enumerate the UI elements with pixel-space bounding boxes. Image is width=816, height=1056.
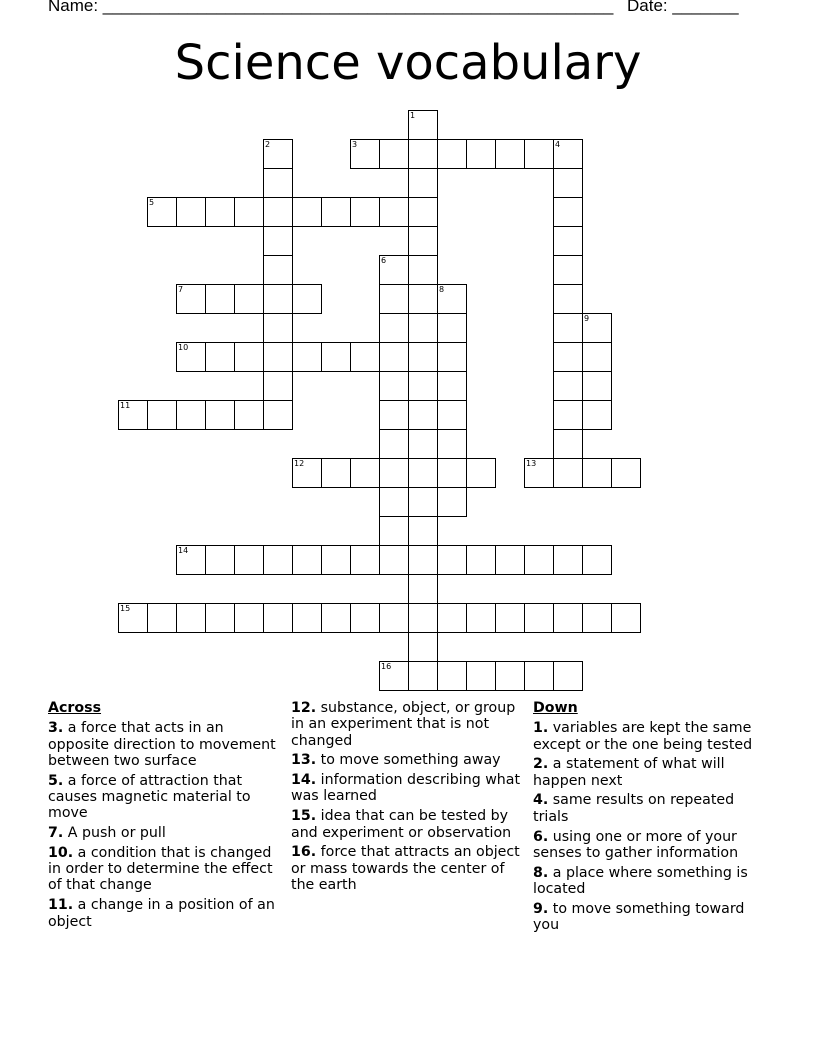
- grid-cell[interactable]: [147, 197, 177, 227]
- grid-cell[interactable]: [524, 458, 554, 488]
- grid-cell[interactable]: [379, 255, 409, 285]
- clue-item-text: substance, object, or group in an experiment that is not changed: [291, 700, 516, 749]
- grid-cell[interactable]: [611, 603, 641, 633]
- grid-cell[interactable]: [350, 603, 380, 633]
- across-clues-column-1: [48, 700, 280, 933]
- clue-item: [533, 720, 765, 753]
- grid-cell[interactable]: [437, 545, 467, 575]
- grid-cell[interactable]: [379, 516, 409, 546]
- grid-cell[interactable]: [408, 429, 438, 459]
- clue-item: [48, 845, 280, 894]
- grid-cell[interactable]: [524, 661, 554, 691]
- across-heading: Across: [48, 700, 102, 716]
- clue-item-text: a statement of what will happen next: [533, 756, 725, 789]
- grid-cell[interactable]: [408, 516, 438, 546]
- grid-cell[interactable]: [205, 197, 235, 227]
- clue-item: [533, 756, 765, 789]
- grid-cell[interactable]: [524, 545, 554, 575]
- clue-number: 14: [178, 546, 189, 555]
- clue-item: [48, 825, 280, 841]
- clue-number: 2: [265, 140, 271, 149]
- clue-item: [48, 897, 280, 930]
- grid-cell[interactable]: [466, 139, 496, 169]
- grid-cell[interactable]: [437, 603, 467, 633]
- grid-cell[interactable]: [582, 313, 612, 343]
- grid-cell[interactable]: [176, 342, 206, 372]
- grid-cell[interactable]: [408, 574, 438, 604]
- grid-cell[interactable]: [408, 545, 438, 575]
- grid-cell[interactable]: [379, 458, 409, 488]
- grid-cell[interactable]: [292, 197, 322, 227]
- clue-item: [533, 901, 765, 934]
- clue-item-number: 8.: [533, 864, 549, 881]
- grid-cell[interactable]: [350, 545, 380, 575]
- grid-cell[interactable]: [553, 661, 583, 691]
- grid-cell[interactable]: [350, 197, 380, 227]
- clue-item: [48, 773, 280, 822]
- clue-item-number: 11.: [48, 897, 74, 914]
- grid-cell[interactable]: [408, 110, 438, 140]
- grid-cell[interactable]: [205, 603, 235, 633]
- grid-cell[interactable]: [553, 284, 583, 314]
- grid-cell[interactable]: [292, 458, 322, 488]
- grid-cell[interactable]: [408, 371, 438, 401]
- page-title: Science vocabulary: [174, 35, 642, 91]
- date-field-line: Date: _______: [627, 0, 739, 15]
- grid-cell[interactable]: [553, 342, 583, 372]
- grid-cell[interactable]: [524, 603, 554, 633]
- grid-cell[interactable]: [437, 458, 467, 488]
- grid-cell[interactable]: [582, 400, 612, 430]
- clue-number: 3: [352, 140, 358, 149]
- clue-item-number: 1.: [533, 720, 549, 737]
- grid-cell[interactable]: [553, 458, 583, 488]
- grid-cell[interactable]: [495, 545, 525, 575]
- grid-cell[interactable]: [292, 284, 322, 314]
- clue-item-number: 4.: [533, 792, 549, 809]
- clue-number: 12: [294, 459, 305, 468]
- grid-cell[interactable]: [379, 313, 409, 343]
- grid-cell[interactable]: [176, 197, 206, 227]
- grid-cell[interactable]: [379, 371, 409, 401]
- clue-number: 8: [439, 285, 445, 294]
- grid-cell[interactable]: [234, 400, 264, 430]
- grid-cell[interactable]: [263, 168, 293, 198]
- grid-cell[interactable]: [408, 197, 438, 227]
- grid-cell[interactable]: [553, 226, 583, 256]
- clue-item-text: a place where something is located: [533, 864, 748, 897]
- grid-cell[interactable]: [582, 342, 612, 372]
- grid-cell[interactable]: [263, 313, 293, 343]
- clue-item-text: force that attracts an object or mass towards the center of the earth: [291, 844, 520, 893]
- grid-cell[interactable]: [466, 458, 496, 488]
- grid-cell[interactable]: [379, 400, 409, 430]
- grid-cell[interactable]: [263, 226, 293, 256]
- clue-item-text: a change in a position of an object: [48, 897, 275, 930]
- grid-cell[interactable]: [176, 284, 206, 314]
- grid-cell[interactable]: [147, 603, 177, 633]
- clue-item-number: 14.: [291, 772, 317, 789]
- clue-number: 11: [120, 401, 131, 410]
- grid-cell[interactable]: [379, 197, 409, 227]
- grid-cell[interactable]: [263, 284, 293, 314]
- grid-cell[interactable]: [292, 342, 322, 372]
- clue-number: 5: [149, 198, 155, 207]
- grid-cell[interactable]: [263, 545, 293, 575]
- across-clues-column-2: [291, 700, 523, 897]
- grid-cell[interactable]: [495, 603, 525, 633]
- grid-cell[interactable]: [553, 603, 583, 633]
- grid-cell[interactable]: [408, 313, 438, 343]
- clue-item: [48, 720, 280, 769]
- grid-cell[interactable]: [118, 603, 148, 633]
- grid-cell[interactable]: [263, 255, 293, 285]
- grid-cell[interactable]: [379, 661, 409, 691]
- grid-cell[interactable]: [350, 139, 380, 169]
- clue-item-text: to move something away: [320, 752, 501, 769]
- grid-cell[interactable]: [118, 400, 148, 430]
- grid-cell[interactable]: [350, 342, 380, 372]
- grid-cell[interactable]: [437, 284, 467, 314]
- grid-cell[interactable]: [408, 661, 438, 691]
- grid-cell[interactable]: [379, 139, 409, 169]
- grid-cell[interactable]: [408, 226, 438, 256]
- grid-cell[interactable]: [263, 197, 293, 227]
- grid-cell[interactable]: [292, 603, 322, 633]
- grid-cell[interactable]: [582, 458, 612, 488]
- grid-cell[interactable]: [437, 487, 467, 517]
- clue-item-number: 13.: [291, 752, 317, 769]
- clue-item-text: a condition that is changed in order to determine the effect of that change: [48, 844, 273, 894]
- grid-cell[interactable]: [147, 400, 177, 430]
- grid-cell[interactable]: [437, 429, 467, 459]
- grid-cell[interactable]: [437, 313, 467, 343]
- grid-cell[interactable]: [408, 603, 438, 633]
- clue-item-text: idea that can be tested by and experiment or observation: [291, 808, 512, 841]
- grid-cell[interactable]: [176, 545, 206, 575]
- grid-cell[interactable]: [176, 603, 206, 633]
- grid-cell[interactable]: [263, 139, 293, 169]
- grid-cell[interactable]: [263, 371, 293, 401]
- grid-cell[interactable]: [437, 371, 467, 401]
- grid-cell[interactable]: [553, 168, 583, 198]
- grid-cell[interactable]: [611, 458, 641, 488]
- grid-cell[interactable]: [408, 168, 438, 198]
- grid-cell[interactable]: [408, 487, 438, 517]
- clue-item: [291, 752, 523, 768]
- grid-cell[interactable]: [321, 603, 351, 633]
- clue-item-number: 3.: [48, 720, 64, 737]
- grid-cell[interactable]: [205, 342, 235, 372]
- clue-number: 4: [555, 140, 561, 149]
- grid-cell[interactable]: [466, 545, 496, 575]
- grid-cell[interactable]: [553, 545, 583, 575]
- grid-cell[interactable]: [234, 284, 264, 314]
- grid-cell[interactable]: [553, 429, 583, 459]
- grid-cell[interactable]: [379, 487, 409, 517]
- grid-cell[interactable]: [408, 284, 438, 314]
- grid-cell[interactable]: [408, 400, 438, 430]
- grid-cell[interactable]: [321, 458, 351, 488]
- grid-cell[interactable]: [263, 603, 293, 633]
- grid-cell[interactable]: [553, 313, 583, 343]
- grid-cell[interactable]: [263, 342, 293, 372]
- clue-item: [533, 865, 765, 898]
- grid-cell[interactable]: [379, 603, 409, 633]
- grid-cell[interactable]: [553, 197, 583, 227]
- clue-item-text: a force of attraction that causes magnetic material to move: [48, 772, 251, 822]
- grid-cell[interactable]: [524, 139, 554, 169]
- grid-cell[interactable]: [466, 603, 496, 633]
- down-heading: Down: [533, 700, 578, 716]
- grid-cell[interactable]: [495, 139, 525, 169]
- clue-item: [291, 844, 523, 893]
- grid-cell[interactable]: [350, 458, 380, 488]
- clue-number: 9: [584, 314, 590, 323]
- clue-item-number: 7.: [48, 825, 64, 842]
- clue-item-number: 12.: [291, 700, 317, 716]
- grid-cell[interactable]: [437, 400, 467, 430]
- grid-cell[interactable]: [582, 603, 612, 633]
- clue-number: 16: [381, 662, 392, 671]
- clue-number: 10: [178, 343, 189, 352]
- clue-number: 15: [120, 604, 131, 613]
- grid-cell[interactable]: [379, 284, 409, 314]
- clue-item: [291, 772, 523, 805]
- grid-cell[interactable]: [495, 661, 525, 691]
- grid-cell[interactable]: [408, 139, 438, 169]
- clue-item-number: 10.: [48, 844, 74, 861]
- grid-cell[interactable]: [321, 342, 351, 372]
- grid-cell[interactable]: [553, 139, 583, 169]
- clue-item-number: 9.: [533, 900, 549, 917]
- clue-item: [291, 700, 523, 749]
- grid-cell[interactable]: [234, 197, 264, 227]
- grid-cell[interactable]: [466, 661, 496, 691]
- grid-cell[interactable]: [408, 342, 438, 372]
- grid-cell[interactable]: [234, 545, 264, 575]
- grid-cell[interactable]: [379, 429, 409, 459]
- grid-cell[interactable]: [234, 603, 264, 633]
- grid-cell[interactable]: [553, 371, 583, 401]
- clue-item-text: information describing what was learned: [291, 772, 521, 805]
- grid-cell[interactable]: [553, 400, 583, 430]
- clue-item-number: 15.: [291, 808, 317, 825]
- clue-item: [533, 829, 765, 862]
- clue-item-number: 2.: [533, 756, 549, 773]
- name-field-line: Name: ______________________________________________________: [48, 0, 614, 15]
- clue-item-text: A push or pull: [67, 825, 166, 842]
- grid-cell[interactable]: [321, 197, 351, 227]
- clue-item-number: 5.: [48, 772, 64, 789]
- clue-item-text: same results on repeated trials: [533, 792, 735, 825]
- clue-item-text: to move something toward you: [533, 900, 745, 934]
- grid-cell[interactable]: [321, 545, 351, 575]
- grid-cell[interactable]: [379, 342, 409, 372]
- clue-item-text: a force that acts in an opposite direction to movement between two surface: [48, 720, 276, 769]
- grid-cell[interactable]: [437, 661, 467, 691]
- grid-cell[interactable]: [437, 342, 467, 372]
- grid-cell[interactable]: [408, 458, 438, 488]
- clue-item-text: variables are kept the same except or the one being tested: [533, 720, 753, 753]
- clue-number: 1: [410, 111, 416, 120]
- grid-cell[interactable]: [205, 545, 235, 575]
- clue-item-number: 6.: [533, 828, 549, 845]
- clue-item: [291, 808, 523, 841]
- clue-number: 13: [526, 459, 537, 468]
- grid-cell[interactable]: [582, 545, 612, 575]
- grid-cell[interactable]: [176, 400, 206, 430]
- clue-item-text: using one or more of your senses to gather information: [533, 828, 739, 861]
- grid-cell[interactable]: [408, 632, 438, 662]
- grid-cell[interactable]: [234, 342, 264, 372]
- grid-cell[interactable]: [408, 255, 438, 285]
- grid-cell[interactable]: [205, 284, 235, 314]
- grid-cell[interactable]: [292, 545, 322, 575]
- grid-cell[interactable]: [379, 545, 409, 575]
- clue-number: 6: [381, 256, 387, 265]
- grid-cell[interactable]: [437, 139, 467, 169]
- clue-number: 7: [178, 285, 184, 294]
- clue-item: [533, 792, 765, 825]
- grid-cell[interactable]: [263, 400, 293, 430]
- clue-item-number: 16.: [291, 844, 317, 861]
- grid-cell[interactable]: [205, 400, 235, 430]
- down-clues-column: [533, 700, 765, 937]
- grid-cell[interactable]: [553, 255, 583, 285]
- grid-cell[interactable]: [582, 371, 612, 401]
